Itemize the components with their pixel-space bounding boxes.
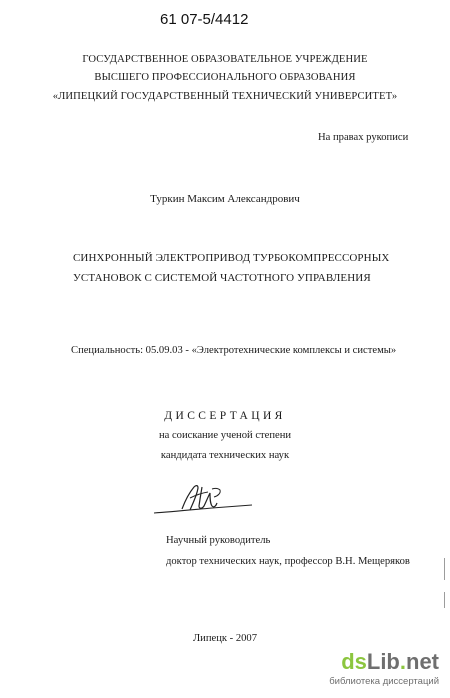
supervisor-label: Научный руководитель [166, 535, 271, 546]
institution-line-2: ВЫСШЕГО ПРОФЕССИОНАЛЬНОГО ОБРАЗОВАНИЯ [94, 72, 356, 83]
watermark-logo [329, 649, 445, 693]
signature-icon [152, 479, 256, 519]
scan-edge-mark [444, 558, 445, 580]
institution-line-3: «ЛИПЕЦКИЙ ГОСУДАРСТВЕННЫЙ ТЕХНИЧЕСКИЙ УНИВЕРСИТЕТ» [52, 91, 398, 102]
author-name: Туркин Максим Александрович [150, 193, 300, 205]
institution-line-1: ГОСУДАРСТВЕННОЕ ОБРАЗОВАТЕЛЬНОЕ УЧРЕЖДЕНИЕ [82, 54, 368, 65]
city-year: Липецк - 2007 [192, 633, 258, 644]
supervisor-name: доктор технических наук, профессор В.Н. Мещеряков [166, 556, 410, 567]
topic-line-2: УСТАНОВОК С СИСТЕМОЙ ЧАСТОТНОГО УПРАВЛЕНИЯ [73, 272, 371, 284]
watermark-tagline: библиотека диссертаций [329, 676, 439, 687]
scan-edge-mark [444, 592, 445, 608]
degree-line-2: кандидата технических наук [160, 450, 290, 461]
registration-code: 61 07-5/4412 [160, 11, 249, 28]
topic-line-1: СИНХРОННЫЙ ЭЛЕКТРОПРИВОД ТУРБОКОМПРЕССОРНЫХ [73, 252, 390, 264]
rights-note: На правах рукописи [318, 132, 409, 143]
dissertation-heading: ДИССЕРТАЦИЯ [164, 410, 286, 422]
specialty: Специальность: 05.09.03 - «Электротехнические комплексы и системы» [71, 345, 397, 356]
watermark-brand: dsLib.net [341, 649, 439, 674]
degree-line-1: на соискание ученой степени [158, 430, 292, 441]
